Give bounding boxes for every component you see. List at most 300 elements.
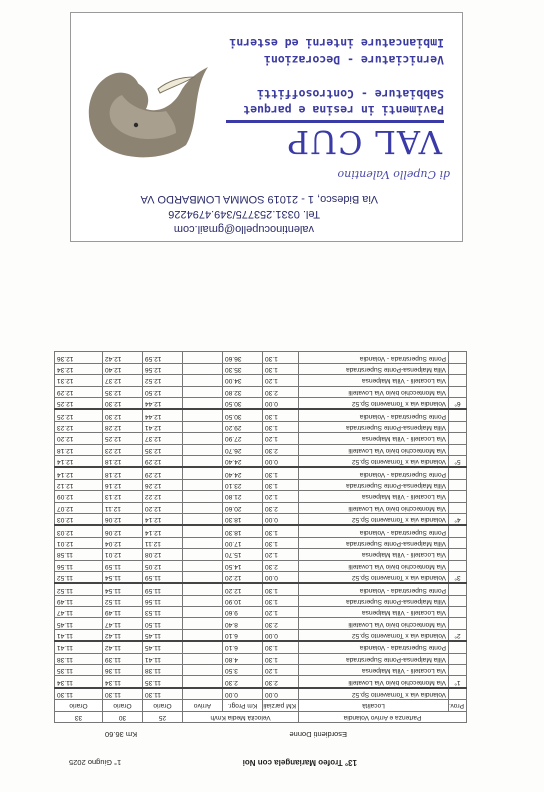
giro-label bbox=[449, 560, 467, 571]
km-progressive: 24.40 bbox=[223, 456, 263, 468]
arrivo-cell bbox=[183, 653, 223, 664]
time-25: 12.26 bbox=[143, 479, 183, 490]
km-progressive: 6.10 bbox=[223, 629, 263, 641]
table-row bbox=[55, 375, 467, 386]
arrivo-cell bbox=[183, 386, 223, 397]
time-33: 11.49 bbox=[55, 595, 103, 606]
km-progressive: 24.40 bbox=[223, 467, 263, 479]
km-progressive: 8.40 bbox=[223, 618, 263, 629]
time-25: 12.56 bbox=[143, 363, 183, 374]
km-partial: 0.00 bbox=[263, 513, 299, 525]
km-partial: 0.00 bbox=[263, 688, 299, 700]
giro-label bbox=[449, 375, 467, 386]
km-partial: 2.30 bbox=[263, 444, 299, 455]
giro-label bbox=[449, 665, 467, 676]
locality: Via Locatelli - Villa Malpensa bbox=[299, 375, 449, 386]
time-33: 12.14 bbox=[55, 456, 103, 468]
time-30: 11.59 bbox=[103, 560, 143, 571]
km-partial: 1.30 bbox=[263, 421, 299, 432]
locality: Ponte Superstrada - Volandia bbox=[299, 583, 449, 595]
giro-label bbox=[449, 502, 467, 513]
ad-service-4: Imbiancature interni ed esterni bbox=[229, 36, 444, 50]
locality: Ponte Superstrada - Volandia bbox=[299, 409, 449, 421]
arrivo-cell bbox=[183, 491, 223, 502]
time-25: 12.14 bbox=[143, 513, 183, 525]
time-33: 12.31 bbox=[55, 375, 103, 386]
time-30: 12.37 bbox=[103, 375, 143, 386]
header-orario-3: Orario bbox=[55, 700, 103, 711]
giro-label bbox=[449, 491, 467, 502]
km-partial: 1.20 bbox=[263, 433, 299, 444]
time-25: 11.38 bbox=[143, 665, 183, 676]
giro-label bbox=[449, 537, 467, 548]
locality: Volandia via x Tornavento Sp.52 bbox=[299, 629, 449, 641]
time-25: 11.56 bbox=[143, 595, 183, 606]
schedule-header bbox=[55, 751, 467, 775]
locality: Via Locatelli - Villa Malpensa bbox=[299, 491, 449, 502]
time-30: 11.42 bbox=[103, 641, 143, 653]
giro-label bbox=[449, 433, 467, 444]
header-departure: Partenza e Arrivo Volandia bbox=[299, 711, 467, 722]
header-speed: Velocità Media Km/h bbox=[183, 711, 299, 722]
locality: Volandia via x Tornavento Sp.52 bbox=[299, 398, 449, 410]
locality: Volandia via x Tornavento Sp.52 bbox=[299, 571, 449, 583]
header-prov: Prov. bbox=[449, 700, 467, 711]
km-partial: 1.30 bbox=[263, 525, 299, 537]
arrivo-cell bbox=[183, 433, 223, 444]
time-25: 12.05 bbox=[143, 560, 183, 571]
giro-label: 1° bbox=[449, 676, 467, 688]
time-33: 12.01 bbox=[55, 537, 103, 548]
table-row bbox=[55, 363, 467, 374]
giro-label bbox=[449, 479, 467, 490]
time-25: 12.29 bbox=[143, 456, 183, 468]
giro-label bbox=[449, 607, 467, 618]
schedule-distance: Km 36.60 bbox=[105, 730, 138, 739]
schedule-date: 1° Giugno 2025 bbox=[69, 758, 122, 767]
km-partial: 2.30 bbox=[263, 676, 299, 688]
giro-label bbox=[449, 409, 467, 421]
time-25: 12.14 bbox=[143, 525, 183, 537]
speed-33: 33 bbox=[55, 711, 103, 722]
ad-service-1: Pavimenti in resina e parquet bbox=[243, 103, 444, 117]
arrivo-cell bbox=[183, 583, 223, 595]
time-33: 12.25 bbox=[55, 398, 103, 410]
km-progressive: 27.90 bbox=[223, 433, 263, 444]
header-km-progr: Km Progr. bbox=[223, 700, 263, 711]
speed-25: 25 bbox=[143, 711, 183, 722]
time-30: 11.47 bbox=[103, 618, 143, 629]
table-row bbox=[55, 653, 467, 664]
table-row bbox=[55, 513, 467, 525]
km-partial: 0.00 bbox=[263, 571, 299, 583]
arrivo-cell bbox=[183, 595, 223, 606]
header-arrivo: Arrivo bbox=[183, 700, 223, 711]
table-row bbox=[55, 641, 467, 653]
time-25: 12.35 bbox=[143, 444, 183, 455]
km-partial: 1.30 bbox=[263, 653, 299, 664]
locality: Villa Malpensa-Ponte Superstrada bbox=[299, 363, 449, 374]
km-progressive: 17.00 bbox=[223, 537, 263, 548]
time-30: 12.06 bbox=[103, 525, 143, 537]
time-30: 11.54 bbox=[103, 571, 143, 583]
km-partial: 0.00 bbox=[263, 398, 299, 410]
time-25: 12.50 bbox=[143, 386, 183, 397]
time-30: 11.54 bbox=[103, 583, 143, 595]
arrivo-cell bbox=[183, 665, 223, 676]
time-30: 12.06 bbox=[103, 513, 143, 525]
header-localita: Località bbox=[299, 700, 449, 711]
time-33: 11.45 bbox=[55, 618, 103, 629]
km-progressive: 9.60 bbox=[223, 607, 263, 618]
time-25: 11.50 bbox=[143, 618, 183, 629]
giro-label bbox=[449, 467, 467, 479]
giro-label: 2° bbox=[449, 629, 467, 641]
locality: Via Montecchio bivio Via Lovatelli bbox=[299, 386, 449, 397]
ad-address: Via Bidesco, 1 - 21019 SOMMA LOMBARDO VA bbox=[140, 193, 378, 205]
giro-label bbox=[449, 688, 467, 700]
locality: Villa Malpensa-Ponte Superstrada bbox=[299, 595, 449, 606]
km-progressive: 23.10 bbox=[223, 479, 263, 490]
km-progressive: 30.50 bbox=[223, 409, 263, 421]
arrivo-cell bbox=[183, 549, 223, 560]
time-25: 12.20 bbox=[143, 502, 183, 513]
time-30: 12.28 bbox=[103, 421, 143, 432]
giro-label bbox=[449, 653, 467, 664]
time-25: 12.41 bbox=[143, 421, 183, 432]
giro-label bbox=[449, 421, 467, 432]
km-progressive: 2.30 bbox=[223, 676, 263, 688]
table-row bbox=[55, 491, 467, 502]
locality: Villa Malpensa-Ponte Superstrada bbox=[299, 479, 449, 490]
km-partial: 1.30 bbox=[263, 641, 299, 653]
time-33: 11.47 bbox=[55, 607, 103, 618]
time-33: 11.41 bbox=[55, 641, 103, 653]
table-row bbox=[55, 688, 467, 700]
km-progressive: 21.80 bbox=[223, 491, 263, 502]
km-progressive: 3.50 bbox=[223, 665, 263, 676]
locality: Ponte Superstrada - Volandia bbox=[299, 525, 449, 537]
giro-label: 5° bbox=[449, 456, 467, 468]
locality: Volandia via x Tornavento Sp.52 bbox=[299, 688, 449, 700]
time-33: 11.56 bbox=[55, 560, 103, 571]
km-partial: 1.30 bbox=[263, 537, 299, 548]
table-row bbox=[55, 386, 467, 397]
arrivo-cell bbox=[183, 352, 223, 363]
time-30: 12.01 bbox=[103, 549, 143, 560]
locality: Via Montecchio bivio Via Lovatelli bbox=[299, 618, 449, 629]
table-row bbox=[55, 421, 467, 432]
giro-label: 3° bbox=[449, 571, 467, 583]
time-25: 11.41 bbox=[143, 653, 183, 664]
time-30: 12.42 bbox=[103, 352, 143, 363]
time-25: 12.44 bbox=[143, 409, 183, 421]
giro-label bbox=[449, 352, 467, 363]
time-25: 12.08 bbox=[143, 549, 183, 560]
time-30: 12.30 bbox=[103, 409, 143, 421]
km-partial: 1.30 bbox=[263, 479, 299, 490]
time-33: 12.25 bbox=[55, 409, 103, 421]
arrivo-cell bbox=[183, 560, 223, 571]
time-33: 12.36 bbox=[55, 352, 103, 363]
time-33: 12.23 bbox=[55, 421, 103, 432]
km-partial: 0.00 bbox=[263, 456, 299, 468]
km-progressive: 29.20 bbox=[223, 421, 263, 432]
schedule-title: 13° Trofeo Mariangela con Noi bbox=[242, 758, 357, 767]
km-partial: 0.00 bbox=[263, 629, 299, 641]
km-partial: 1.30 bbox=[263, 583, 299, 595]
schedule-category: Esordienti Donne bbox=[289, 730, 347, 739]
locality: Via Locatelli - Villa Malpensa bbox=[299, 607, 449, 618]
km-partial: 1.20 bbox=[263, 607, 299, 618]
table-row bbox=[55, 537, 467, 548]
giro-label bbox=[449, 618, 467, 629]
giro-label bbox=[449, 525, 467, 537]
time-33: 12.14 bbox=[55, 467, 103, 479]
elephant-logo-icon bbox=[80, 55, 216, 163]
km-progressive: 35.30 bbox=[223, 363, 263, 374]
giro-label bbox=[449, 641, 467, 653]
time-30: 11.39 bbox=[103, 653, 143, 664]
km-progressive: 26.70 bbox=[223, 444, 263, 455]
km-partial: 1.30 bbox=[263, 467, 299, 479]
arrivo-cell bbox=[183, 398, 223, 410]
arrivo-cell bbox=[183, 375, 223, 386]
time-30: 12.11 bbox=[103, 502, 143, 513]
time-33: 11.35 bbox=[55, 665, 103, 676]
ad-service-2: Sabbiature - Controsoffitti bbox=[257, 87, 444, 101]
time-30: 12.04 bbox=[103, 537, 143, 548]
time-25: 12.11 bbox=[143, 537, 183, 548]
ad-service-3: Verniciature - Decorazioni bbox=[263, 53, 444, 67]
time-25: 11.35 bbox=[143, 676, 183, 688]
ad-phone: Tel. 0331.253775/349.4794226 bbox=[168, 208, 320, 220]
km-partial: 1.30 bbox=[263, 352, 299, 363]
locality: Ponte Superstrada - Volandia bbox=[299, 352, 449, 363]
time-33: 11.34 bbox=[55, 676, 103, 688]
time-33: 12.20 bbox=[55, 433, 103, 444]
km-progressive: 34.00 bbox=[223, 375, 263, 386]
header-orario-2: Orario bbox=[103, 700, 143, 711]
time-30: 12.18 bbox=[103, 467, 143, 479]
table-row bbox=[55, 525, 467, 537]
giro-label bbox=[449, 386, 467, 397]
arrivo-cell bbox=[183, 688, 223, 700]
ad-email: valentinocupello@gmail.com bbox=[173, 223, 314, 235]
time-25: 12.37 bbox=[143, 433, 183, 444]
giro-label bbox=[449, 444, 467, 455]
km-partial: 2.30 bbox=[263, 386, 299, 397]
km-partial: 1.20 bbox=[263, 491, 299, 502]
ad-divider bbox=[226, 120, 444, 123]
schedule-table bbox=[54, 352, 467, 724]
time-33: 12.29 bbox=[55, 386, 103, 397]
time-30: 12.35 bbox=[103, 386, 143, 397]
time-25: 11.53 bbox=[143, 607, 183, 618]
km-partial: 2.30 bbox=[263, 560, 299, 571]
time-30: 12.25 bbox=[103, 433, 143, 444]
time-25: 12.22 bbox=[143, 491, 183, 502]
table-row bbox=[55, 607, 467, 618]
arrivo-cell bbox=[183, 502, 223, 513]
time-30: 11.49 bbox=[103, 607, 143, 618]
locality: Via Locatelli - Villa Malpensa bbox=[299, 665, 449, 676]
arrivo-cell bbox=[183, 618, 223, 629]
time-30: 12.18 bbox=[103, 456, 143, 468]
table-row bbox=[55, 583, 467, 595]
time-25: 11.59 bbox=[143, 583, 183, 595]
table-row bbox=[55, 409, 467, 421]
time-33: 12.07 bbox=[55, 502, 103, 513]
time-25: 12.52 bbox=[143, 375, 183, 386]
arrivo-cell bbox=[183, 421, 223, 432]
locality: Villa Malpensa-Ponte Superstrada bbox=[299, 421, 449, 432]
time-25: 11.45 bbox=[143, 629, 183, 641]
time-33: 11.58 bbox=[55, 549, 103, 560]
locality: Villa Malpensa-Ponte Superstrada bbox=[299, 653, 449, 664]
time-25: 12.29 bbox=[143, 467, 183, 479]
km-progressive: 18.30 bbox=[223, 525, 263, 537]
arrivo-cell bbox=[183, 513, 223, 525]
table-row bbox=[55, 479, 467, 490]
table-row bbox=[55, 629, 467, 641]
locality: Via Montecchio bivio Via Lovatelli bbox=[299, 676, 449, 688]
giro-label bbox=[449, 363, 467, 374]
arrivo-cell bbox=[183, 571, 223, 583]
km-partial: 2.30 bbox=[263, 502, 299, 513]
arrivo-cell bbox=[183, 467, 223, 479]
time-33: 12.03 bbox=[55, 513, 103, 525]
km-progressive: 10.90 bbox=[223, 595, 263, 606]
header-orario: Orario bbox=[143, 700, 183, 711]
table-row bbox=[55, 665, 467, 676]
km-progressive: 30.50 bbox=[223, 398, 263, 410]
time-30: 12.23 bbox=[103, 444, 143, 455]
time-30: 12.16 bbox=[103, 479, 143, 490]
giro-label bbox=[449, 583, 467, 595]
km-partial: 1.30 bbox=[263, 409, 299, 421]
table-row bbox=[55, 571, 467, 583]
km-partial: 1.30 bbox=[263, 363, 299, 374]
time-33: 12.18 bbox=[55, 444, 103, 455]
arrivo-cell bbox=[183, 676, 223, 688]
time-33: 11.30 bbox=[55, 688, 103, 700]
time-30: 11.30 bbox=[103, 688, 143, 700]
arrivo-cell bbox=[183, 525, 223, 537]
locality: Villa Malpensa-Ponte Superstrada bbox=[299, 537, 449, 548]
ad-brand: VAL CUP bbox=[286, 123, 442, 161]
table-row bbox=[55, 433, 467, 444]
table-row bbox=[55, 618, 467, 629]
arrivo-cell bbox=[183, 479, 223, 490]
time-30: 12.13 bbox=[103, 491, 143, 502]
km-progressive: 0.00 bbox=[223, 688, 263, 700]
arrivo-cell bbox=[183, 409, 223, 421]
km-progressive: 15.70 bbox=[223, 549, 263, 560]
time-30: 12.40 bbox=[103, 363, 143, 374]
time-30: 12.30 bbox=[103, 398, 143, 410]
time-33: 12.12 bbox=[55, 479, 103, 490]
table-row bbox=[55, 456, 467, 468]
locality: Via Locatelli - Villa Malpensa bbox=[299, 549, 449, 560]
km-progressive: 14.50 bbox=[223, 560, 263, 571]
km-progressive: 12.20 bbox=[223, 571, 263, 583]
table-row bbox=[55, 502, 467, 513]
arrivo-cell bbox=[183, 629, 223, 641]
time-33: 11.38 bbox=[55, 653, 103, 664]
km-partial: 1.30 bbox=[263, 595, 299, 606]
km-partial: 1.20 bbox=[263, 549, 299, 560]
time-25: 11.59 bbox=[143, 571, 183, 583]
time-33: 12.34 bbox=[55, 363, 103, 374]
locality: Via Montecchio bivio Via Lovatelli bbox=[299, 444, 449, 455]
speed-30: 30 bbox=[103, 711, 143, 722]
arrivo-cell bbox=[183, 607, 223, 618]
arrivo-cell bbox=[183, 363, 223, 374]
giro-label bbox=[449, 549, 467, 560]
table-row bbox=[55, 549, 467, 560]
locality: Ponte Superstrada - Volandia bbox=[299, 641, 449, 653]
km-progressive: 6.10 bbox=[223, 641, 263, 653]
km-partial: 1.20 bbox=[263, 375, 299, 386]
time-30: 11.36 bbox=[103, 665, 143, 676]
km-progressive: 4.80 bbox=[223, 653, 263, 664]
km-partial: 2.30 bbox=[263, 618, 299, 629]
time-30: 11.42 bbox=[103, 629, 143, 641]
time-33: 12.09 bbox=[55, 491, 103, 502]
time-33: 12.03 bbox=[55, 525, 103, 537]
locality: Via Montecchio bivio Via Lovatelli bbox=[299, 560, 449, 571]
time-30: 11.52 bbox=[103, 595, 143, 606]
advertisement-card bbox=[70, 12, 463, 242]
table-row bbox=[55, 676, 467, 688]
giro-label bbox=[449, 595, 467, 606]
race-schedule bbox=[55, 330, 467, 775]
table-row bbox=[55, 560, 467, 571]
giro-label: 6° bbox=[449, 398, 467, 410]
arrivo-cell bbox=[183, 456, 223, 468]
table-header-row-2 bbox=[55, 700, 467, 711]
km-progressive: 12.20 bbox=[223, 583, 263, 595]
table-row bbox=[55, 352, 467, 363]
table-row bbox=[55, 398, 467, 410]
time-30: 11.34 bbox=[103, 676, 143, 688]
table-header-row bbox=[55, 711, 467, 722]
time-25: 11.45 bbox=[143, 641, 183, 653]
giro-label: 4° bbox=[449, 513, 467, 525]
locality: Via Locatelli - Villa Malpensa bbox=[299, 433, 449, 444]
km-progressive: 18.30 bbox=[223, 513, 263, 525]
km-progressive: 32.80 bbox=[223, 386, 263, 397]
table-row bbox=[55, 595, 467, 606]
locality: Volandia via x Tornavento Sp.52 bbox=[299, 513, 449, 525]
table-row bbox=[55, 444, 467, 455]
km-partial: 1.20 bbox=[263, 665, 299, 676]
km-progressive: 20.60 bbox=[223, 502, 263, 513]
arrivo-cell bbox=[183, 537, 223, 548]
locality: Ponte Superstrada - Volandia bbox=[299, 467, 449, 479]
table-row bbox=[55, 467, 467, 479]
locality: Via Montecchio bivio Via Lovatelli bbox=[299, 502, 449, 513]
time-25: 12.44 bbox=[143, 398, 183, 410]
schedule-rows bbox=[55, 352, 467, 700]
ad-owner: di Cupello Valentino bbox=[337, 168, 450, 181]
time-33: 11.41 bbox=[55, 629, 103, 641]
time-25: 12.59 bbox=[143, 352, 183, 363]
time-33: 11.52 bbox=[55, 583, 103, 595]
km-progressive: 36.60 bbox=[223, 352, 263, 363]
time-33: 11.52 bbox=[55, 571, 103, 583]
